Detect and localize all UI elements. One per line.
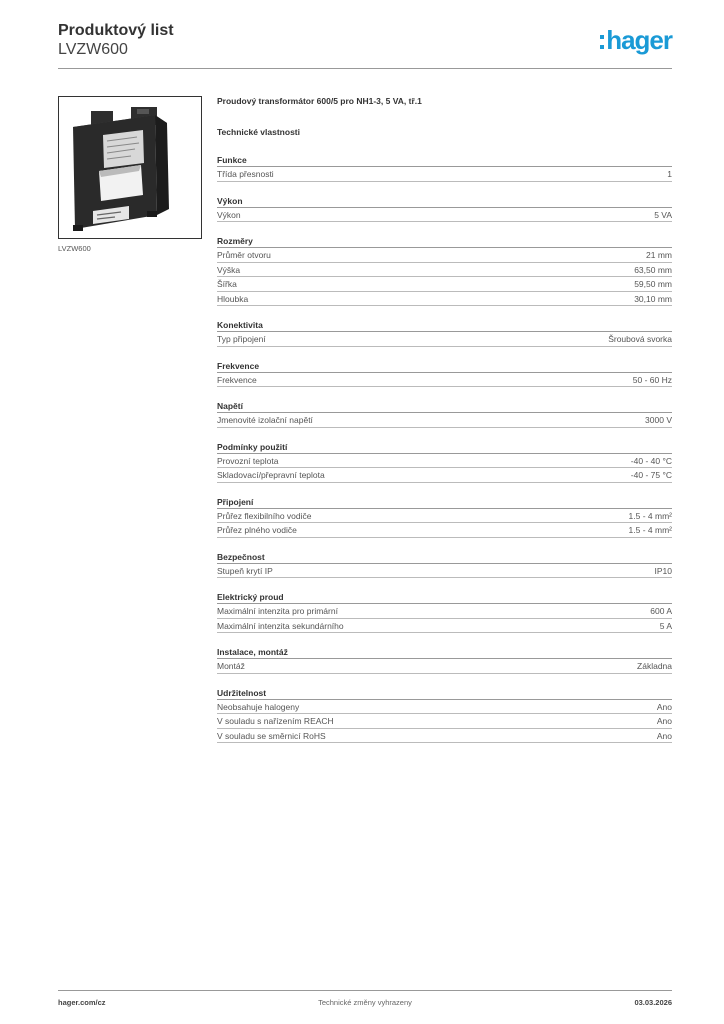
spec-value: IP10	[654, 565, 672, 576]
spec-label: Třída přesnosti	[217, 169, 274, 179]
spec-value: -40 - 40 °C	[630, 455, 672, 466]
hager-logo	[600, 26, 672, 54]
spec-group-title: Frekvence	[217, 360, 672, 373]
spec-row	[217, 454, 672, 469]
spec-row	[217, 208, 672, 223]
spec-group-title: Podmínky použití	[217, 441, 672, 454]
spec-value: 1.5 - 4 mm²	[628, 525, 672, 535]
spec-value: 50 - 60 Hz	[632, 374, 672, 385]
spec-label: Montáž	[217, 661, 245, 671]
spec-row	[217, 167, 672, 182]
page-header	[58, 22, 672, 70]
spec-group	[217, 400, 672, 428]
photo-caption: LVZW600	[58, 244, 91, 253]
spec-row	[217, 700, 672, 715]
spec-value: Šroubová svorka	[608, 334, 672, 344]
spec-label: Neobsahuje halogeny	[217, 701, 300, 712]
spec-group-title: Rozměry	[217, 235, 672, 248]
spec-row	[217, 509, 672, 524]
spec-group	[217, 591, 672, 633]
spec-group	[217, 360, 672, 388]
spec-group	[217, 646, 672, 674]
spec-value: 5 A	[659, 620, 672, 631]
spec-value: 30,10 mm	[634, 293, 672, 304]
spec-value: -40 - 75 °C	[630, 470, 672, 480]
product-description: Proudový transformátor 600/5 pro NH1-3, 5 VA, tř.1	[217, 96, 422, 106]
spec-value: 63,50 mm	[634, 264, 672, 275]
spec-label: Jmenovité izolační napětí	[217, 415, 313, 425]
spec-group-title: Funkce	[217, 154, 672, 167]
footer-website: hager.com/cz	[58, 998, 106, 1007]
spec-value: Základna	[637, 661, 672, 671]
spec-group	[217, 195, 672, 223]
spec-label: Výška	[217, 264, 241, 275]
spec-row	[217, 468, 672, 483]
page-footer	[58, 998, 672, 1010]
spec-row	[217, 523, 672, 538]
logo-dots-icon	[600, 35, 604, 49]
spec-label: Hloubka	[217, 293, 249, 304]
spec-label: Výkon	[217, 209, 241, 220]
spec-group	[217, 235, 672, 306]
spec-row	[217, 292, 672, 307]
spec-groups	[217, 154, 672, 743]
spec-row	[217, 659, 672, 674]
spec-value: 3000 V	[645, 415, 672, 425]
spec-label: Šířka	[217, 279, 237, 289]
spec-label: Skladovací/přepravní teplota	[217, 470, 325, 480]
spec-label: Stupeň krytí IP	[217, 565, 273, 576]
section-title: Technické vlastnosti	[217, 127, 300, 137]
spec-group-title: Konektivita	[217, 319, 672, 332]
spec-sheet	[217, 96, 672, 743]
spec-value: 600 A	[650, 606, 672, 616]
spec-value: 1	[667, 169, 672, 179]
spec-label: Maximální intenzita sekundárního	[217, 620, 344, 631]
spec-group	[217, 551, 672, 579]
spec-label: Provozní teplota	[217, 455, 279, 466]
spec-group-title: Připojení	[217, 496, 672, 509]
spec-group-title: Napětí	[217, 400, 672, 413]
spec-row	[217, 248, 672, 263]
spec-label: Průřez flexibilního vodiče	[217, 510, 312, 521]
spec-row	[217, 604, 672, 619]
spec-group-title: Elektrický proud	[217, 591, 672, 604]
spec-label: Frekvence	[217, 374, 257, 385]
spec-row	[217, 714, 672, 729]
current-transformer-photo-icon	[59, 97, 201, 238]
spec-group	[217, 154, 672, 182]
logo-text: hager	[606, 25, 672, 55]
spec-label: V souladu s nařízením REACH	[217, 716, 334, 726]
spec-label: V souladu se směrnicí RoHS	[217, 730, 326, 741]
spec-value: Ano	[656, 701, 672, 712]
spec-row	[217, 373, 672, 388]
spec-label: Maximální intenzita pro primární	[217, 606, 338, 616]
product-photo	[58, 96, 202, 239]
spec-row	[217, 332, 672, 347]
spec-label: Typ připojení	[217, 334, 266, 344]
spec-value: 1.5 - 4 mm²	[628, 510, 672, 521]
spec-row	[217, 413, 672, 428]
spec-group	[217, 496, 672, 538]
spec-group-title: Výkon	[217, 195, 672, 208]
footer-note: Technické změny vyhrazeny	[318, 998, 412, 1007]
product-code: LVZW600	[58, 41, 128, 58]
spec-value: Ano	[656, 730, 672, 741]
spec-group	[217, 319, 672, 347]
spec-group-title: Udržitelnost	[217, 687, 672, 700]
spec-row	[217, 729, 672, 744]
spec-value: 21 mm	[646, 250, 672, 260]
spec-value: Ano	[656, 716, 672, 726]
spec-row	[217, 564, 672, 579]
spec-group-title: Bezpečnost	[217, 551, 672, 564]
spec-row	[217, 263, 672, 278]
spec-value: 5 VA	[654, 209, 672, 220]
spec-label: Průřez plného vodiče	[217, 525, 297, 535]
footer-date: 03.03.2026	[634, 998, 672, 1007]
spec-row	[217, 277, 672, 292]
spec-group-title: Instalace, montáž	[217, 646, 672, 659]
spec-row	[217, 619, 672, 634]
header-divider	[58, 68, 672, 69]
spec-label: Průměr otvoru	[217, 250, 271, 260]
document-title: Produktový list	[58, 22, 174, 39]
spec-value: 59,50 mm	[634, 279, 672, 289]
spec-group	[217, 687, 672, 744]
spec-group	[217, 441, 672, 483]
footer-divider	[58, 990, 672, 991]
